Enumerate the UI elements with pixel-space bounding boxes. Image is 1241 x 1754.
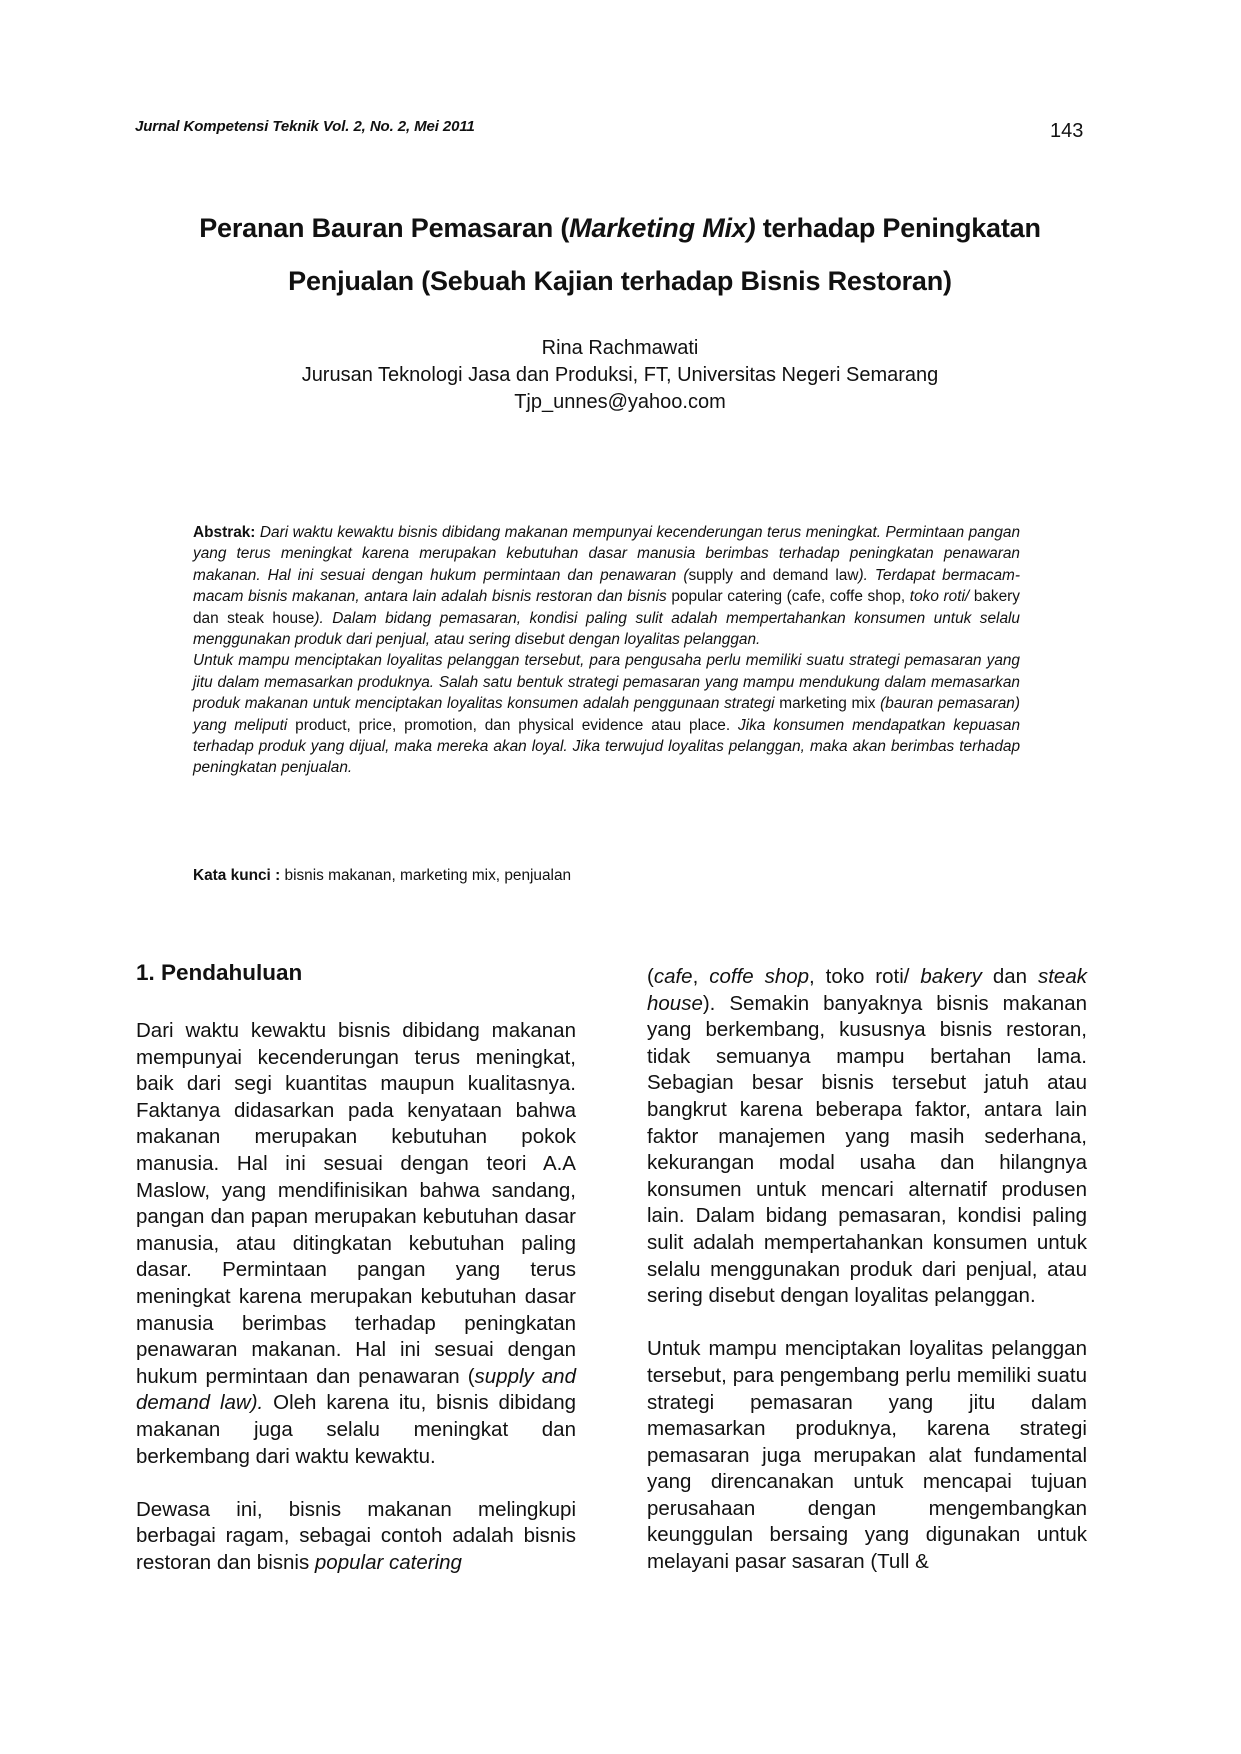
keywords [193,867,571,885]
abstract-text: supply and demand law [688,566,859,584]
author-affiliation: Jurusan Teknologi Jasa dan Produksi, FT, Universitas Negeri Semarang [301,364,939,386]
body-paragraph: Untuk mampu menciptakan loyalitas pelanggan tersebut, para pengembang perlu memiliki suatu strategi pemasaran yang jitu dalam memasarkan produknya, karena strategi pemasaran juga merupakan alat fundamental yang direncanakan untuk mencapai tujuan perusahaan dengan mengembangkan keunggulan bersaing yang digunakan untuk melayani pasar sasaran (Tull & [647,1337,1087,1574]
title-line-2: Penjualan (Sebuah Kajian terhadap Bisnis Restoran) [288,266,952,296]
section-heading: 1. Pendahuluan [136,960,303,985]
abstract-paragraph-1 [193,522,1020,650]
abstract-text: (bauran pemasaran) yang meliputi [193,695,1020,734]
author-block [120,335,1120,416]
running-head-journal: Jurnal Kompetensi Teknik Vol. 2, No. 2, Mei 2011 [135,118,475,135]
body-text: bakery [920,965,982,988]
body-text: ). Semakin banyaknya bisnis makanan yang berkembang, kususnya bisnis restoran, tidak semuanya mampu bertahan lama. Sebagian besar bisnis tersebut jatuh atau bangkrut karena beberapa faktor, antara lain faktor manajemen yang masih sederhana, kekurangan modal usaha dan hilangnya konsumen untuk mencari alternatif produsen lain. Dalam bidang pemasaran, kondisi paling sulit adalah mempertahankan konsumen untuk selalu menggunakan produk dari penjual, atau sering disebut dengan loyalitas pelanggan. [647,991,1087,1308]
body-text: dan [981,965,1038,988]
body-text: popular catering [314,1550,462,1574]
abstract-text: bakery dan steak house [193,588,1021,627]
body-text: cafe [653,965,693,988]
body-text: ( [647,965,654,988]
body-paragraph [647,964,1087,1310]
keywords-label: Kata kunci : [193,867,281,884]
title-italic-part: Marketing Mix) [569,213,756,243]
abstract-text: ). Dalam bidang pemasaran, kondisi paling sulit adalah mempertahankan konsumen untuk selalu menggunakan produk dari penjual, atau sering disebut dengan loyalitas pelanggan. [193,609,1020,649]
abstract-text: product, price, promotion, dan physical evidence atau place. [295,716,731,734]
abstract-text: popular catering (cafe, coffe shop, [671,588,906,606]
body-text: steak house [647,965,1087,1015]
author-name: Rina Rachmawati [541,337,699,359]
body-paragraph [136,1018,576,1470]
paper-title [120,202,1120,308]
author-email: Tjp_unnes@yahoo.com [514,391,726,413]
abstract-text: Untuk mampu menciptakan loyalitas pelanggan tersebut, para pengusaha perlu memiliki suatu strategi pemasaran yang jitu dalam memasarkan produknya. Salah satu bentuk strategi pemasaran yang mampu mendukung dalam memasarkan produk makanan untuk menciptakan loyalitas konsumen adalah penggunaan strategi [193,652,1020,713]
body-paragraph [136,1497,576,1577]
body-text: Dewasa ini, bisnis makanan melingkupi berbagai ragam, sebagai contoh adalah bisnis restoran dan bisnis [136,1497,576,1574]
body-text: , toko roti/ [809,965,921,988]
abstract [193,522,1020,779]
body-text: , [692,965,710,988]
abstract-text: marketing mix [779,695,876,713]
abstract-text: toko roti/ [905,588,974,606]
title-part: Peranan Bauran Pemasaran ( [199,213,570,243]
body-text: supply and demand law). [136,1364,576,1415]
body-column-left [136,960,576,1603]
abstract-text: Dari waktu kewaktu bisnis dibidang makanan mempunyai kecenderungan terus meningkat. Permintaan pangan yang terus meningkat karena merupakan kebutuhan dasar manusia berimbas terhadap peningkatan penawaran makanan. Hal ini sesuai dengan hukum permintaan dan penawaran ( [193,524,1020,584]
title-part: terhadap Peningkatan [755,213,1041,243]
abstract-text: ). Terdapat bermacam-macam bisnis makanan, antara lain adalah bisnis restoran dan bisnis [193,566,1020,606]
body-text: Oleh karena itu, bisnis dibidang makanan juga selalu meningkat dan berkembang dari waktu kewaktu. [136,1391,576,1468]
abstract-paragraph-2 [193,650,1020,778]
abstract-label: Abstrak: [193,524,256,541]
abstract-text: Jika konsumen mendapatkan kepuasan terhadap produk yang dijual, maka mereka akan loyal. Jika terwujud loyalitas pelanggan, maka akan berimbas terhadap peningkatan penjualan. [193,716,1020,777]
page-number: 143 [1050,120,1084,142]
keywords-value: bisnis makanan, marketing mix, penjualan [280,867,572,884]
body-text: Dari waktu kewaktu bisnis dibidang makanan mempunyai kecenderungan terus meningkat, baik dari segi kuantitas maupun kualitasnya. Faktanya didasarkan pada kenyataan bahwa makanan merupakan kebutuhan pokok manusia. Hal ini sesuai dengan teori A.A Maslow, yang mendifinisikan bahwa sandang, pangan dan papan merupakan kebutuhan dasar manusia, atau ditingkatan kebutuhan paling dasar. Permintaan pangan yang terus meningkat karena merupakan kebutuhan dasar manusia berimbas terhadap peningkatan penawaran makanan. Hal ini sesuai dengan hukum permintaan dan penawaran ( [136,1019,576,1388]
body-text: coffe shop [709,965,810,988]
body-column-right [647,964,1087,1602]
